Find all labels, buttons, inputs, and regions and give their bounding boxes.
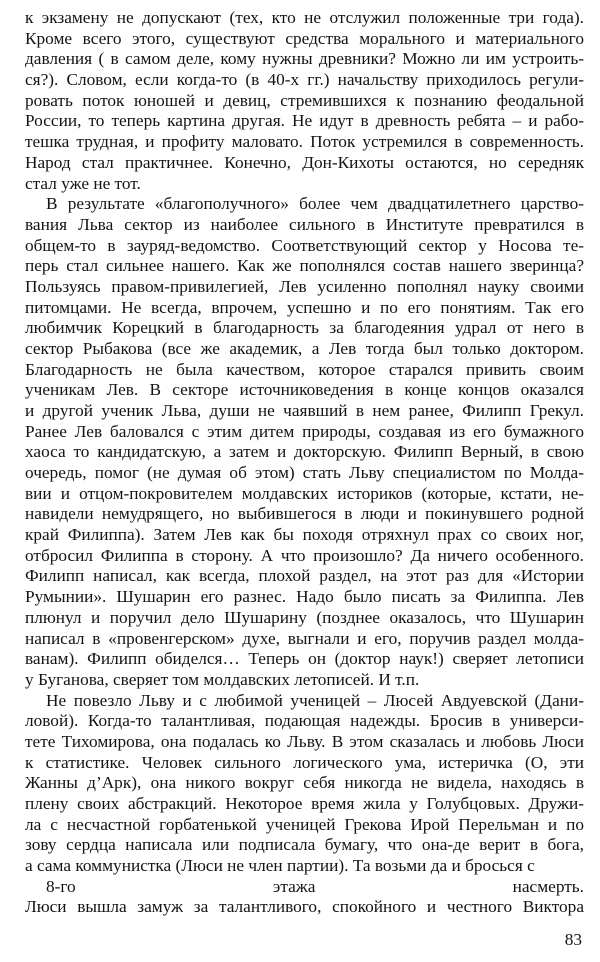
text-line: написал в «провенгерском» духе, выгнали и его, поручив раздел молда- [25,628,584,648]
text-line: питомцами. Не всегда, впрочем, успешно и по его понятиям. Так его [25,297,584,317]
text-line: давления ( в самом деле, кому нужны древники? Можно ли им устроить- [25,49,584,69]
text-line: перь стал сильнее нашего. Как же пополнялся состав нашего зверинца? [25,256,584,276]
text-line: к статистике. Человек сильного логического ума, истеричка (О, эти [25,752,584,772]
text-line: к экзамену не допускают (тех, кто не отслужил положенные три года). [25,8,584,27]
text-line: Народ стал практичнее. Конечно, Дон-Кихоты остаются, но середняк [25,152,584,172]
text-line: Ранее Лев баловался с этим дитем природы, создавая из его бумажного [25,421,584,441]
text-line: Люси вышла замуж за талантливого, спокойного и честного Виктора [25,897,584,917]
text-line: ученикам Лев. В секторе источниковедения в конце концов оказался [25,380,584,400]
text-line: и другой ученик Льва, души не чаявший в нем ранее, Филипп Грекул. [25,401,584,420]
text-line: край Филиппа). Затем Лев как бы походя отряхнул прах со своих ног, [25,525,584,544]
text-line: а сама коммунистка (Люси не член партии). Та возьми да и бросься с [25,856,535,875]
text-line: плюнул и поручил дело Шушарину (позднее оказалось, что Шушарин [25,607,584,627]
text-line: тете Тихомирова, она подалась ко Льву. В этом сказалась и любовь Люси [25,731,584,751]
text-line: Жанны д’Арк), она никого вокруг себя никогда не видела, находясь в [25,773,584,793]
text-line: тешка трудная, и профиту маловато. Поток устремился в современность. [25,132,584,152]
paragraph-first-line: 8-го этажа насмерть. [46,876,584,896]
text-line: Кроме всего этого, существуют средства морального и материального [25,28,584,48]
text-line: ловой). Когда-то талантливая, подающая надежды. Бросив в универси- [25,711,584,731]
text-line: отбросил Филиппа в сторону. А что произошло? Да ничего особенного. [25,545,584,565]
page-number: 83 [564,930,582,949]
text-line: у Буганова, сверяет том молдавских летописей. И т.п. [25,669,420,689]
text-line: ровать поток юношей и девиц, стремившихся к познанию феодальной [25,90,584,110]
text-line: Благодарность не была качеством, которое старался привить своим [25,359,584,379]
paragraph-first-line: В результате «благополучного» более чем двадцатилетнего царство- [46,194,584,214]
paragraph-first-line: Не повезло Льву и с любимой ученицей – Люсей Авдуевской (Дани- [46,690,584,710]
text-line: России, то теперь картина другая. Не идут в древность ребята – и рабо- [25,111,584,131]
text-line: Румынии». Шушарин его разнес. Надо было писать за Филиппа. Лев [25,587,584,607]
text-line: стал уже не тот. [25,173,141,193]
text-line: ванам). Филипп обиделся… Теперь он (доктор наук!) сверяет летописи [25,649,584,669]
text-line: навидели немудрящего, но выбившегося в люди и покинувшего родной [25,504,584,524]
text-line: вии и отцом-покровителем молдавских историков (которые, кстати, не- [25,483,584,503]
text-line: ся?). Словом, если когда-то (в 40-х гг.) начальству приходилось регули- [25,70,584,89]
text-line: Филипп написал, как всегда, плохой раздел, на этот раз для «Истории [25,566,584,586]
text-line: хаоса то кандидатскую, а затем и докторскую. Филипп Верный, в свою [25,442,584,462]
text-line: любимчик Корецкий в благодарность за благодеяния удрал от него в [25,318,584,338]
text-line: вания Льва сектор из наиболее сильного в Институте превратился в [25,214,584,234]
text-line: сектор Рыбакова (все же академик, а Лев тогда был только доктором. [25,338,584,358]
text-line: ла с несчастной горбатенькой ученицей Грекова Ирой Перельман и по [25,814,584,834]
text-line: Пользуясь правом-привилегией, Лев усиленно пополнял науку своими [25,276,584,296]
text-line: зову сердца написала или подписала бумагу, что она-де верит в бога, [25,835,584,855]
text-line: очередь, помог (не думая об этом) стать Льву специалистом по Молда- [25,463,584,482]
text-line: плену своих абстракций. Некоторое время жила у Голубцовых. Дружи- [25,793,584,813]
text-line: общем-то в зауряд-ведомство. Соответствующий сектор у Носова те- [25,235,584,255]
